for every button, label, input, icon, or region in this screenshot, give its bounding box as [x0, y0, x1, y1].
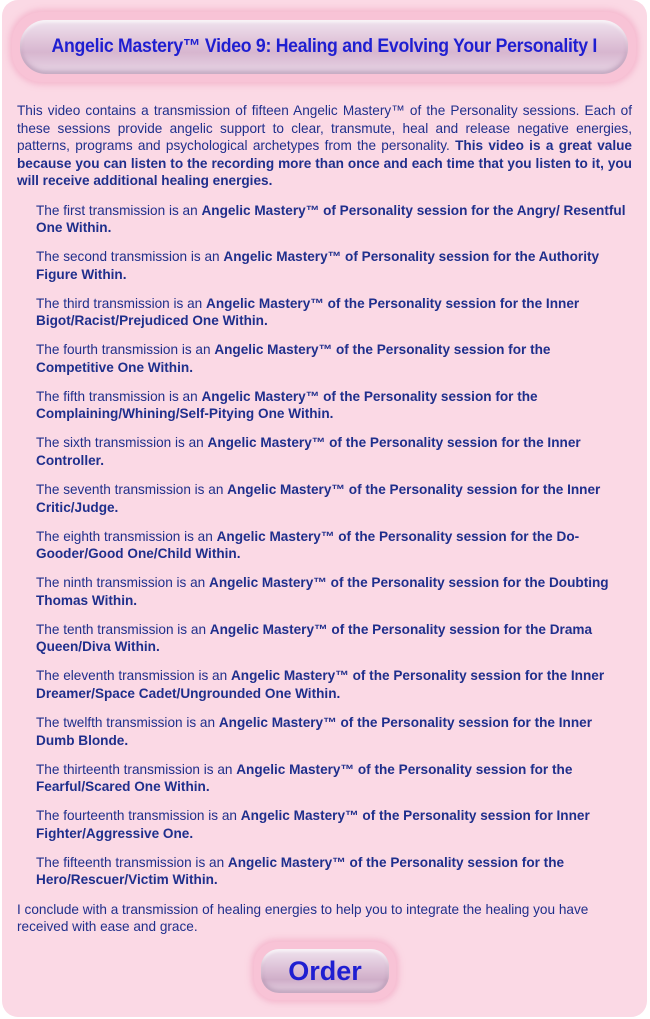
transmission-session-name: Angelic Mastery™ of the Personality session for the Inner Dreamer/Space Cadet/Ungrounded One Within. — [36, 668, 605, 701]
transmission-lead: The eighth transmission is an — [36, 528, 217, 544]
order-button-frame — [254, 942, 396, 1000]
transmission-item — [36, 807, 632, 842]
transmission-session-name: Angelic Mastery™ of the Personality session for the Inner Critic/Judge. — [36, 482, 601, 515]
transmission-session-name: Angelic Mastery™ of the Personality session for the Do-Gooder/Good One/Child Within. — [36, 528, 580, 562]
transmission-session-name: Angelic Mastery™ of the Personality session for Inner Fighter/Aggressive One. — [36, 808, 590, 841]
transmission-lead: The ninth transmission is an — [36, 575, 210, 591]
transmission-item — [36, 248, 632, 283]
transmission-item — [36, 295, 632, 330]
transmission-item — [36, 714, 632, 749]
transmission-item — [36, 341, 632, 376]
transmission-lead: The fifteenth transmission is an — [36, 854, 228, 870]
title-pill — [20, 20, 628, 74]
transmission-list — [17, 202, 632, 889]
transmission-lead: The twelfth transmission is an — [36, 715, 219, 731]
transmission-session-name: Angelic Mastery™ of the Personality session for the Complaining/Whining/Self-Pitying One Within. — [36, 388, 538, 422]
transmission-lead: The fourth transmission is an — [36, 342, 215, 358]
transmission-item — [36, 202, 632, 237]
title-banner — [12, 12, 636, 82]
page-panel — [2, 0, 647, 1017]
transmission-session-name: Angelic Mastery™ of Personality session for the Angry/ Resentful One Within. — [36, 202, 626, 235]
transmission-lead: The second transmission is an — [36, 249, 224, 265]
transmission-session-name: Angelic Mastery™ of the Personality session for the Drama Queen/Diva Within. — [36, 621, 593, 655]
transmission-item — [36, 621, 632, 656]
main-content — [17, 102, 632, 936]
transmission-lead: The sixth transmission is an — [36, 435, 208, 451]
intro-bold-text: This video is a great value because you can listen to the recording more than once and each time that you listen to it, you will receive additional healing energies. — [17, 138, 632, 188]
transmission-item — [36, 528, 632, 563]
transmission-session-name: Angelic Mastery™ of the Personality session for the Fearful/Scared One Within. — [36, 761, 573, 795]
transmission-session-name: Angelic Mastery™ of the Personality session for the Inner Controller. — [36, 435, 581, 468]
order-button[interactable]: Order — [261, 949, 389, 993]
transmission-lead: The tenth transmission is an — [36, 621, 210, 637]
transmission-lead: The seventh transmission is an — [36, 482, 228, 498]
transmission-session-name: Angelic Mastery™ of the Personality session for the Inner Bigot/Racist/Prejudiced One Within. — [36, 295, 580, 329]
transmission-item — [36, 388, 632, 423]
transmission-lead: The third transmission is an — [36, 295, 206, 311]
transmission-item — [36, 574, 632, 609]
transmission-lead: The thirteenth transmission is an — [36, 761, 237, 777]
transmission-session-name: Angelic Mastery™ of the Personality session for the Inner Dumb Blonde. — [36, 715, 593, 748]
intro-text: This video contains a transmission of fifteen Angelic Mastery™ of the Personality sessions. Each of these sessions provide angelic support to clear, transmute, heal and release negative energies, patterns, programs and psychological archetypes from the personality. — [17, 103, 632, 153]
transmission-session-name: Angelic Mastery™ of the Personality session for the Competitive One Within. — [36, 342, 551, 375]
transmission-item — [36, 481, 632, 516]
transmission-session-name: Angelic Mastery™ of Personality session for the Authority Figure Within. — [36, 249, 600, 282]
transmission-item — [36, 761, 632, 796]
intro-paragraph — [17, 102, 632, 190]
transmission-item — [36, 854, 632, 889]
transmission-lead: The first transmission is an — [36, 202, 202, 218]
page-title: Angelic Mastery™ Video 9: Healing and Evolving Your Personality I — [51, 36, 597, 57]
transmission-item — [36, 434, 632, 469]
outro-paragraph: I conclude with a transmission of healing energies to help you to integrate the healing you have received with ease and grace. — [17, 901, 589, 935]
transmission-session-name: Angelic Mastery™ of the Personality session for the Hero/Rescuer/Victim Within. — [36, 854, 565, 888]
transmission-lead: The fourteenth transmission is an — [36, 808, 241, 824]
transmission-item — [36, 667, 632, 702]
transmission-lead: The eleventh transmission is an — [36, 668, 231, 684]
transmission-lead: The fifth transmission is an — [36, 388, 202, 404]
transmission-session-name: Angelic Mastery™ of the Personality session for the Doubting Thomas Within. — [36, 575, 609, 608]
